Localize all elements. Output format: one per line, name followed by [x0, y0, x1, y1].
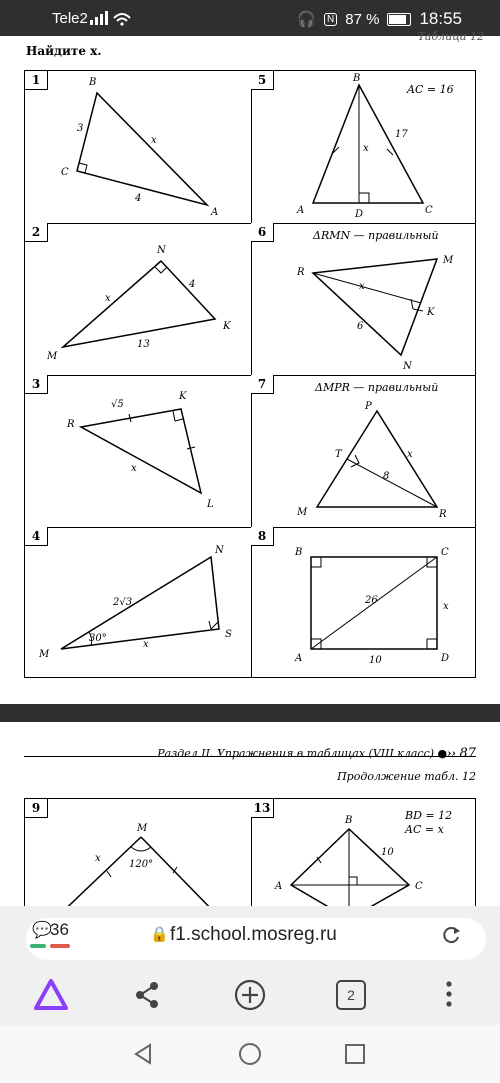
svg-text:L: L	[207, 499, 214, 510]
clock: 18:55	[419, 9, 462, 28]
exercise-6	[251, 223, 477, 375]
lock-icon: 🔒	[150, 925, 169, 943]
triangle-figure-2	[25, 223, 251, 375]
textbook-page-1	[0, 30, 500, 704]
browser-toolbar	[0, 970, 500, 1025]
exercise-4	[25, 527, 251, 679]
svg-text:M: M	[443, 255, 454, 266]
continuation-caption: Продолжение табл. 12	[337, 770, 476, 783]
exercise-13	[251, 799, 477, 906]
system-navigation-bar	[0, 1025, 500, 1083]
svg-text:D: D	[441, 653, 450, 664]
svg-text:M: M	[47, 351, 58, 362]
condition: BD = 12	[405, 809, 453, 822]
svg-text:4: 4	[135, 193, 142, 204]
svg-text:17: 17	[395, 129, 408, 140]
svg-text:S: S	[225, 629, 232, 640]
svg-text:A: A	[211, 207, 219, 218]
page-divider	[0, 704, 500, 722]
svg-text:A: A	[275, 881, 283, 892]
new-tab-icon[interactable]	[233, 978, 267, 1012]
comments-count[interactable]: 36	[50, 920, 69, 939]
condition: AC = 16	[407, 83, 454, 96]
status-right	[297, 9, 462, 29]
browser-address-bar	[0, 906, 500, 970]
exercise-number: 3	[25, 375, 48, 394]
svg-text:C: C	[61, 167, 69, 178]
page-number: 87	[459, 746, 476, 761]
svg-text:8: 8	[383, 471, 390, 482]
page-header: Раздел II. Упражнения в таблицах (VIII класс) ●›› 87	[157, 746, 476, 761]
comments-icon[interactable]: 💬	[32, 920, 52, 939]
table-caption: Таблица 12	[417, 30, 484, 43]
exercise-number: 6	[251, 223, 274, 242]
url-text[interactable]: f1.school.mosreg.ru	[170, 924, 337, 945]
svg-text:x: x	[363, 143, 369, 154]
svg-text:K: K	[427, 307, 435, 318]
exercise-number: 5	[251, 71, 274, 90]
svg-text:C: C	[415, 881, 423, 892]
exercise-5	[251, 71, 477, 223]
svg-text:x: x	[95, 853, 101, 864]
svg-text:C: C	[425, 205, 433, 216]
svg-text:B: B	[353, 73, 361, 84]
triangle-figure-4	[25, 527, 251, 679]
exercise-number: 2	[25, 223, 48, 242]
svg-text:M: M	[39, 649, 50, 660]
svg-text:N: N	[215, 545, 224, 556]
svg-text:M: M	[137, 823, 148, 834]
triangle-figure-9	[25, 799, 251, 906]
dislike-bar	[50, 944, 70, 948]
svg-text:13: 13	[137, 339, 150, 350]
headphones-icon: 🎧	[297, 11, 317, 28]
svg-text:x: x	[131, 463, 137, 474]
svg-text:x: x	[105, 293, 111, 304]
task-title: Найдите x.	[26, 44, 102, 58]
nfc-icon: N	[324, 13, 337, 26]
svg-text:√5: √5	[111, 399, 124, 410]
exercise-number: 13	[251, 799, 274, 818]
exercise-8	[251, 527, 477, 679]
svg-text:C: C	[441, 547, 449, 558]
svg-text:x: x	[151, 135, 157, 146]
svg-text:30°: 30°	[89, 633, 107, 644]
svg-text:x: x	[407, 449, 413, 460]
svg-text:2√3: 2√3	[113, 597, 133, 608]
exercise-number: 1	[25, 71, 48, 90]
svg-text:x: x	[143, 639, 149, 650]
svg-text:4: 4	[189, 279, 196, 290]
svg-text:120°: 120°	[129, 859, 154, 870]
triangle-figure-1	[25, 71, 251, 223]
svg-text:10: 10	[369, 655, 382, 666]
carrier-name: Tele2	[52, 10, 88, 27]
svg-text:x: x	[359, 281, 365, 292]
svg-text:A: A	[295, 653, 303, 664]
svg-text:N: N	[157, 245, 166, 256]
exercise-number: 8	[251, 527, 274, 546]
home-icon[interactable]	[238, 1042, 262, 1066]
exercise-1	[25, 71, 251, 223]
battery-level: 87 %	[345, 10, 380, 28]
svg-text:A: A	[297, 205, 305, 216]
rectangle-figure-8	[251, 527, 477, 679]
triangle-figure-7	[251, 375, 477, 527]
svg-text:N: N	[403, 361, 412, 372]
textbook-page-2	[0, 722, 500, 906]
svg-text:P: P	[365, 401, 372, 412]
svg-text:6: 6	[357, 321, 364, 332]
like-bar	[30, 944, 46, 948]
svg-text:R: R	[439, 509, 447, 520]
svg-text:B: B	[89, 77, 97, 88]
condition: AC = x	[405, 823, 444, 836]
recents-icon[interactable]	[344, 1043, 366, 1065]
svg-text:10: 10	[381, 847, 394, 858]
svg-text:x: x	[443, 601, 449, 612]
more-menu-icon[interactable]	[444, 978, 454, 1010]
exercise-number: 4	[25, 527, 48, 546]
exercise-number: 9	[25, 799, 48, 818]
section-header: Раздел II. Упражнения в таблицах (VIII класс)	[157, 747, 435, 760]
svg-text:D: D	[355, 209, 364, 220]
signal-wifi-icon	[90, 10, 136, 26]
exercise-grid-2	[24, 798, 476, 906]
svg-text:26: 26	[365, 595, 378, 606]
svg-text:R: R	[67, 419, 75, 430]
svg-text:R: R	[297, 267, 305, 278]
back-icon[interactable]	[132, 1043, 154, 1065]
svg-text:T: T	[335, 449, 342, 460]
alice-assistant-icon[interactable]	[33, 978, 69, 1012]
svg-text:K: K	[223, 321, 231, 332]
condition: ΔMPR — правильный	[315, 381, 439, 394]
triangle-figure-6	[251, 223, 477, 375]
reload-icon[interactable]	[440, 924, 462, 946]
exercise-2	[25, 223, 251, 375]
exercise-3	[25, 375, 251, 527]
svg-text:B: B	[295, 547, 303, 558]
triangle-figure-3	[25, 375, 251, 527]
svg-text:3: 3	[77, 123, 84, 134]
svg-text:M: M	[297, 507, 308, 518]
svg-text:K: K	[179, 391, 187, 402]
exercise-7	[251, 375, 477, 527]
exercise-grid	[24, 70, 476, 678]
share-icon[interactable]	[134, 980, 162, 1010]
exercise-number: 7	[251, 375, 274, 394]
battery-icon	[387, 13, 411, 26]
exercise-9	[25, 799, 251, 906]
tabs-counter-button[interactable]: 2	[336, 980, 366, 1010]
svg-text:B: B	[345, 815, 353, 826]
condition: ΔRMN — правильный	[313, 229, 439, 242]
